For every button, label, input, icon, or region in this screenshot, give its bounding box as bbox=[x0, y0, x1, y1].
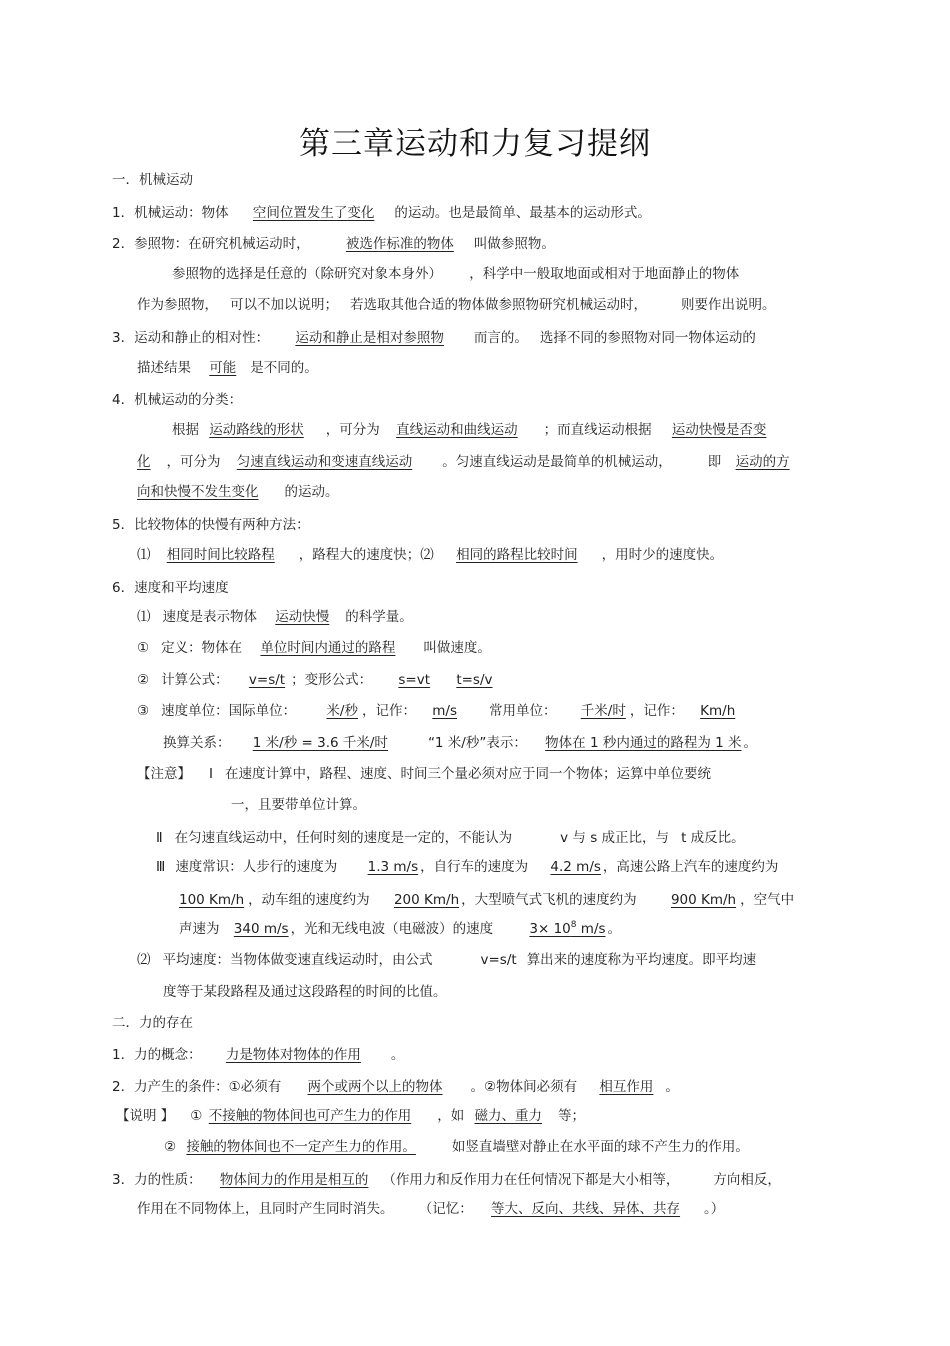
paragraph-line: Ⅱ 在匀速直线运动中，任何时刻的速度是一定的，不能认为 v 与 s 成正比，与 t 成反比。 bbox=[156, 830, 745, 846]
blank-answer: 340 m/s bbox=[233, 921, 289, 937]
paragraph-line: ① 定义：物体在 单位时间内通过的路程 叫做速度。 bbox=[137, 640, 491, 656]
blank-answer: s=vt bbox=[398, 672, 431, 688]
item-1-force-concept: 1．力的概念： 力是物体对物体的作用 。 bbox=[112, 1047, 405, 1063]
paragraph-line: 描述结果 可能 是不同的。 bbox=[137, 360, 318, 376]
blank-answer: 200 Km/h bbox=[393, 892, 460, 908]
blank-answer: 被选作标准的物体 bbox=[345, 236, 454, 252]
item-6-speed: 6．速度和平均速度 bbox=[112, 580, 229, 596]
blank-answer: 米/秒 bbox=[326, 703, 358, 719]
item-3-force-property: 3．力的性质： 物体间力的作用是相互的 （作用力和反作用力在任何情况下都是大小相等， 方向相反， bbox=[112, 1172, 781, 1188]
paragraph-line: ② 接触的物体间也不一定产生力的作用。 如竖直墙壁对静止在水平面的球不产生力的作用。 bbox=[164, 1139, 749, 1155]
blank-answer: 900 Km/h bbox=[670, 892, 737, 908]
blank-answer: 运动路线的形状 bbox=[209, 422, 304, 438]
paragraph-line: Ⅲ 速度常识：人步行的速度为 1.3 m/s ，自行车的速度为 4.2 m/s ，高速公路上汽车的速度约为 bbox=[156, 859, 779, 875]
blank-answer: 接触的物体间也不一定产生力的作用。 bbox=[186, 1139, 416, 1155]
paragraph-line: ⑴ 速度是表示物体 运动快慢 的科学量。 bbox=[137, 609, 413, 625]
paragraph-line: ⑵ 平均速度：当物体做变速直线运动时，由公式 v=s/t 算出来的速度称为平均速度。即平均速 bbox=[137, 952, 757, 968]
blank-answer: 物体在 1 秒内通过的路程为 1 米 bbox=[545, 735, 742, 751]
item-1-mechanical-motion: 1．机械运动：物体 空间位置发生了变化 的运动。也是最简单、最基本的运动形式。 bbox=[112, 205, 651, 221]
blank-answer: 不接触的物体间也可产生力的作用 bbox=[208, 1108, 412, 1124]
paragraph-line: 100 Km/h ，动车组的速度约为 200 Km/h ，大型喷气式飞机的速度约为 900 Km/h ，空气中 bbox=[179, 892, 795, 908]
blank-answer: 相同的路程比较时间 bbox=[456, 547, 578, 563]
paragraph-line: 度等于某段路程及通过这段路程的时间的比值。 bbox=[163, 984, 447, 1000]
blank-answer: 空间位置发生了变化 bbox=[252, 205, 375, 221]
blank-answer: 运动的方 bbox=[735, 454, 790, 470]
blank-answer: 单位时间内通过的路程 bbox=[260, 640, 396, 656]
blank-answer: 4.2 m/s bbox=[550, 859, 601, 875]
blank-answer: 相互作用 bbox=[599, 1079, 654, 1095]
paragraph-line: 化 ，可分为 匀速直线运动和变速直线运动 。匀速直线运动是最简单的机械运动， 即 运动的方 bbox=[137, 452, 794, 472]
blank-answer: 1 米/秒 = 3.6 千米/时 bbox=[252, 735, 388, 751]
blank-answer: 运动和静止是相对参照物 bbox=[295, 330, 444, 346]
blank-answer: 力是物体对物体的作用 bbox=[225, 1047, 361, 1063]
section-heading-mechanical-motion: 一．机械运动 bbox=[112, 172, 193, 188]
paragraph-line: 作用在不同物体上，且同时产生同时消失。 （记忆： 等大、反向、共线、异体、共存 。） bbox=[137, 1201, 725, 1217]
blank-answer: 100 Km/h bbox=[179, 892, 245, 908]
blank-answer: 等大、反向、共线、异体、共存 bbox=[491, 1201, 681, 1217]
section-heading-force: 二．力的存在 bbox=[112, 1015, 193, 1031]
item-3-relativity: 3．运动和静止的相对性： 运动和静止是相对参照物 而言的。 选择不同的参照物对同一物体运动的 bbox=[112, 330, 756, 346]
paragraph-line: 参照物的选择是任意的（除研究对象本身外） ，科学中一般取地面或相对于地面静止的物体 bbox=[172, 266, 740, 282]
paragraph-line: 作为参照物， 可以不加以说明； 若选取其他合适的物体做参照物研究机械运动时， 则要作出说明。 bbox=[137, 297, 776, 313]
blank-answer: 磁力、重力 bbox=[474, 1108, 542, 1124]
blank-answer: 相同时间比较路程 bbox=[166, 547, 275, 563]
blank-answer: 物体间力的作用是相互的 bbox=[219, 1172, 369, 1188]
paragraph-line: ⑴ 相同时间比较路程 ，路程大的速度快；⑵ 相同的路程比较时间 ，用时少的速度快。 bbox=[137, 547, 724, 563]
blank-answer: 化 bbox=[137, 454, 151, 470]
blank-answer: 匀速直线运动和变速直线运动 bbox=[236, 454, 413, 470]
blank-answer: 运动快慢是否变 bbox=[671, 422, 767, 438]
blank-answer: 直线运动和曲线运动 bbox=[396, 422, 518, 438]
blank-answer: 向和快慢不发生变化 bbox=[137, 484, 259, 500]
paragraph-line: 换算关系： 1 米/秒 = 3.6 千米/时 “1 米/秒”表示： 物体在 1 秒内通过的路程为 1 米 。 bbox=[163, 735, 757, 751]
paragraph-line: 根据 运动路线的形状 ，可分为 直线运动和曲线运动 ；而直线运动根据 运动快慢是否变 bbox=[172, 420, 776, 440]
blank-answer: t=s/v bbox=[456, 672, 493, 688]
item-4-classification: 4．机械运动的分类： bbox=[112, 392, 243, 408]
blank-answer: 1.3 m/s bbox=[367, 859, 419, 875]
note-block: 【说明 】 ① 不接触的物体间也可产生力的作用 ，如 磁力、重力 等； bbox=[116, 1108, 585, 1124]
paragraph-line: 一，且要带单位计算。 bbox=[231, 797, 366, 813]
blank-answer: 可能 bbox=[209, 360, 237, 376]
page-title: 第三章运动和力复习提纲 bbox=[299, 126, 651, 162]
blank-answer: Km/h bbox=[700, 703, 736, 719]
paragraph-line: 声速为 340 m/s ，光和无线电波（电磁波）的速度 $3\times 10^8$ m/s 。 bbox=[179, 920, 622, 937]
blank-answer: m/s bbox=[432, 703, 457, 719]
item-5-compare-speed: 5．比较物体的快慢有两种方法： bbox=[112, 517, 310, 533]
item-2-reference-object: 2．参照物：在研究机械运动时， 被选作标准的物体 叫做参照物。 bbox=[112, 236, 555, 252]
blank-answer: 两个或两个以上的物体 bbox=[307, 1079, 443, 1095]
paragraph-line: ③ 速度单位：国际单位： 米/秒 ，记作： m/s 常用单位： 千米/时 ，记作： Km/h bbox=[137, 703, 736, 719]
item-2-force-conditions: 2．力产生的条件：①必须有 两个或两个以上的物体 。②物体间必须有 相互作用 。 bbox=[112, 1079, 679, 1095]
blank-answer: 运动快慢 bbox=[275, 609, 330, 625]
blank-answer: v=s/t bbox=[248, 672, 286, 688]
note-block: 【注意】 Ⅰ 在速度计算中，路程、速度、时间三个量必须对应于同一个物体；运算中单位要统 bbox=[137, 766, 711, 782]
paragraph-line: 向和快慢不发生变化 的运动。 bbox=[137, 484, 339, 500]
blank-answer: 千米/时 bbox=[580, 703, 626, 719]
blank-answer: $3\times 10^8$ m/s bbox=[529, 920, 606, 937]
paragraph-line: ② 计算公式： v=s/t ；变形公式： s=vt t=s/v bbox=[137, 670, 503, 690]
